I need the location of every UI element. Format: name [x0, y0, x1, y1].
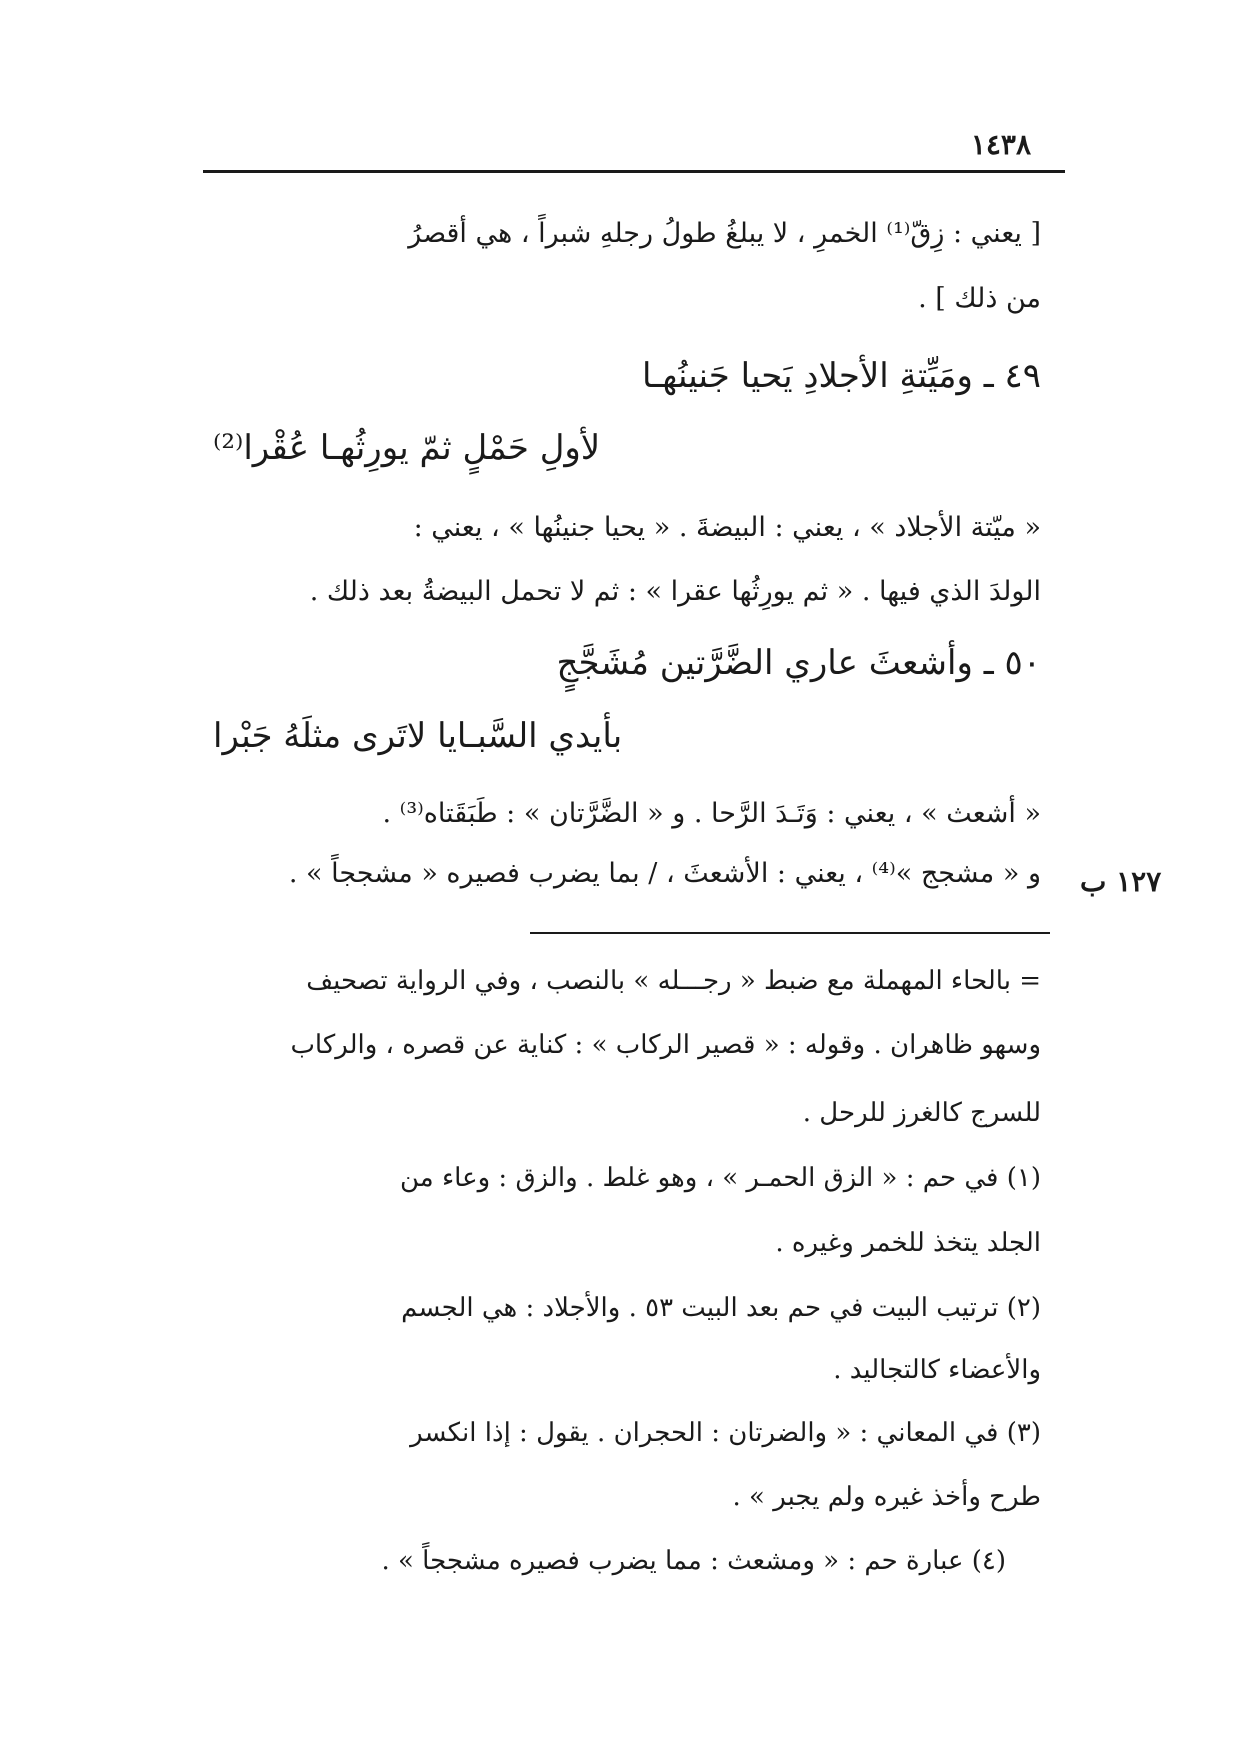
body-line: [ يعني : زِقّ⁽¹⁾ الخمرِ ، لا يبلغُ طولُ رجلهِ شبراً ، هي أقصرُ [408, 218, 1041, 249]
commentary-line: « أشعث » ، يعني : وَتَـدَ الرَّحا . و « الضَّرَّتان » : طَبَقَتاه⁽³⁾ . [382, 798, 1041, 829]
manuscript-folio-marker: ١٢٧ ب [1080, 865, 1162, 898]
verse-49-second-hemistich: لأولِ حَمْلٍ ثمّ يورِثُهـا عُقْرا⁽²⁾ [213, 428, 601, 468]
commentary-line: و « مشجج »⁽⁴⁾ ، يعني : الأشعثَ ، / بما يضرب فصيره « مشججاً » . [288, 858, 1041, 889]
footnote-line: = بالحاء المهملة مع ضبط « رجـــله » بالنصب ، وفي الرواية تصحيف [306, 966, 1041, 996]
commentary-line: الولدَ الذي فيها . « ثم يورِثُها عقرا » : ثم لا تحمل البيضةُ بعد ذلك . [309, 576, 1041, 607]
footnote-4: (٤) عبارة حم : « ومشعث : مما يضرب فصيره مشججاً » . [381, 1546, 1006, 1576]
footnote-2: (٢) ترتيب البيت في حم بعد البيت ٥٣ . والأجلاد : هي الجسم [401, 1293, 1041, 1323]
page-number: ١٤٣٨ [970, 128, 1031, 161]
footnote-3: (٣) في المعاني : « والضرتان : الحجران . يقول : إذا انكسر [410, 1418, 1041, 1448]
footnote-separator [530, 932, 1050, 934]
verse-50-first-hemistich: ٥٠ ـ وأشعثَ عاري الضَّرَّتين مُشَجَّجٍ [556, 643, 1041, 683]
header-rule [203, 170, 1065, 173]
footnote-line: للسرج كالغرز للرحل . [802, 1098, 1041, 1128]
verse-50-second-hemistich: بأيدي السَّبـايا لاتَرى مثلَهُ جَبْرا [213, 716, 623, 756]
footnote-1-continued: الجلد يتخذ للخمر وغيره . [775, 1228, 1041, 1258]
body-line: من ذلك ] . [918, 283, 1041, 314]
footnote-3-continued: طرح وأخذ غيره ولم يجبر » . [732, 1482, 1041, 1512]
footnote-1: (١) في حم : « الزق الحمـر » ، وهو غلط . والزق : وعاء من [399, 1163, 1041, 1193]
footnote-line: وسهو ظاهران . وقوله : « قصير الركاب » : كناية عن قصره ، والركاب [290, 1030, 1041, 1060]
footnote-2-continued: والأعضاء كالتجاليد . [833, 1355, 1041, 1385]
verse-49-first-hemistich: ٤٩ ـ ومَيِّتةِ الأجلادِ يَحيا جَنينُهـا [641, 356, 1041, 396]
commentary-line: « ميّتة الأجلاد » ، يعني : البيضةَ . « يحيا جنينُها » ، يعني : [413, 512, 1041, 543]
